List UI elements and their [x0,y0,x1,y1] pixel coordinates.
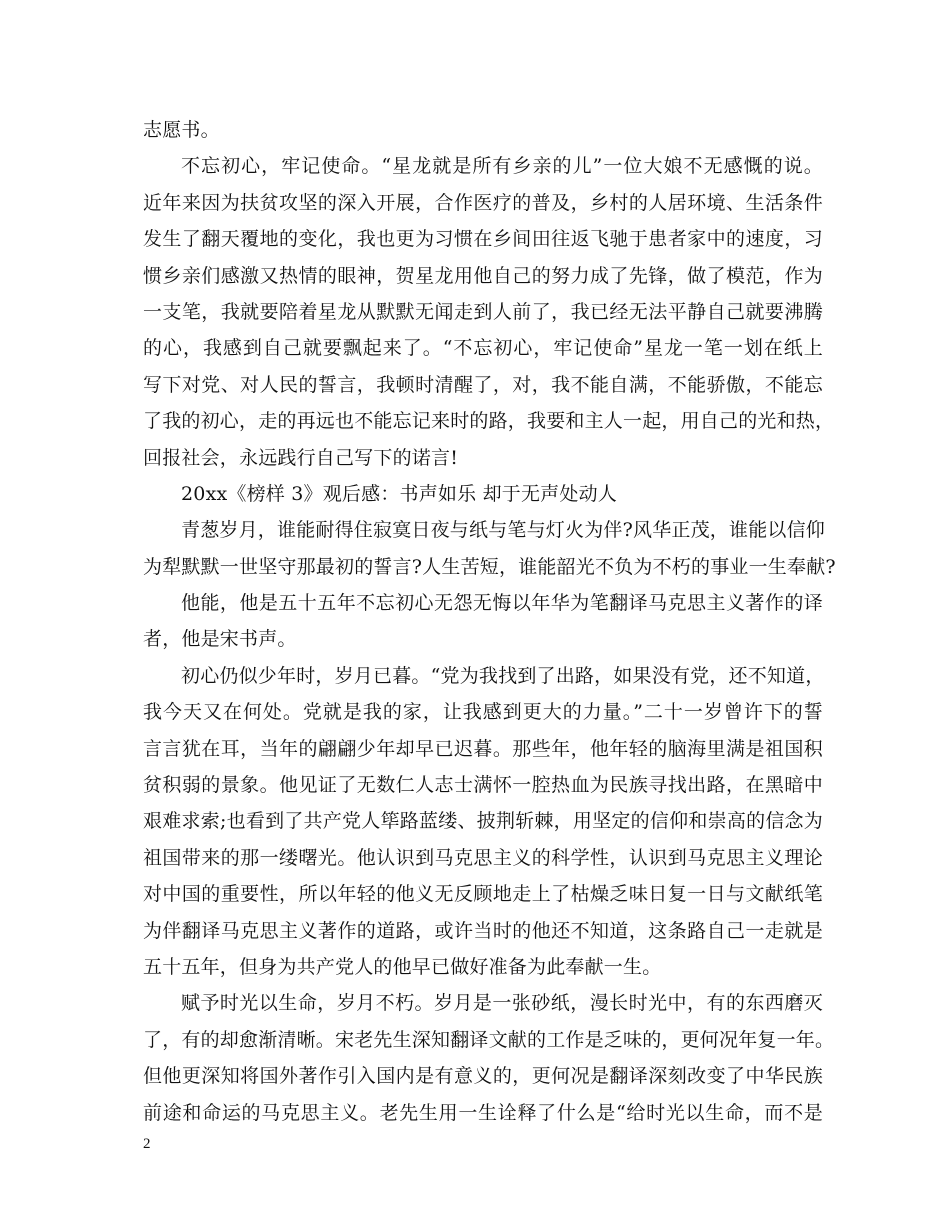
text-line: 了我的初心，走的再远也不能忘记来时的路，我要和主人一起，用自己的光和热， [143,410,835,433]
text-line: 志愿书。 [143,119,220,141]
text-line: 言言犹在耳，当年的翩翩少年却早已迟暮。那些年，他年轻的脑海里满是祖国积 [143,737,823,760]
text-line: 为伴翻译马克思主义著作的道路，或许当时的他还不知道，这条路自己一走就是 [143,919,823,942]
text-line: 祖国带来的那一缕曙光。他认识到马克思主义的科学性，认识到马克思主义理论 [143,846,823,869]
text-line: 初心仍似少年时，岁月已暮。“党为我找到了出路，如果没有党，还不知道， [181,664,825,687]
text-line: 但他更深知将国外著作引入国内是有意义的，更何况是翻译深刻改变了中华民族 [143,1065,823,1088]
text-line: 我今天又在何处。党就是我的家，让我感到更大的力量。”二十一岁曾许下的誓 [143,701,823,724]
text-line: 五十五年，但身为共产党人的他早已做好准备为此奉献一生。 [143,955,662,978]
text-line: 发生了翻天覆地的变化，我也更为习惯在乡间田往返飞驰于患者家中的速度，习 [143,228,823,251]
text-line: 近年来因为扶贫攻坚的深入开展，合作医疗的普及，乡村的人居环境、生活条件 [143,191,823,214]
text-line: 的心，我感到自己就要飘起来了。“不忘初心，牢记使命”星龙一笔一划在纸上 [143,337,823,360]
text-line: 惯乡亲们感激又热情的眼神，贺星龙用他自己的努力成了先锋，做了模范，作为 [143,264,823,287]
text-line: 为犁默默一世坚守那最初的誓言?人生苦短，谁能韶光不负为不朽的事业一生奉献? [143,555,836,578]
text-line: 前途和命运的马克思主义。老先生用一生诠释了什么是“给时光以生命，而不是 [143,1101,823,1124]
text-line: 者，他是宋书声。 [143,628,297,651]
page-number: 2 [143,1136,151,1152]
text-line: 一支笔，我就要陪着星龙从默默无闻走到人前了，我已经无法平静自己就要沸腾 [143,300,823,323]
text-line: 青葱岁月，谁能耐得住寂寞日夜与纸与笔与灯火为伴?风华正茂，谁能以信仰 [181,519,825,542]
text-line: 贫积弱的景象。他见证了无数仁人志士满怀一腔热血为民族寻找出路，在黑暗中 [143,774,823,797]
text-line: 对中国的重要性，所以年轻的他义无反顾地走上了枯燥乏味日复一日与文献纸笔 [143,883,823,906]
body-text [143,112,836,1131]
text-line: 艰难求索;也看到了共产党人筚路蓝缕、披荆斩棘，用坚定的信仰和崇高的信念为 [143,810,823,833]
text-line: 20xx《榜样 3》观后感：书声如乐 却于无声处动人 [181,482,617,505]
text-line: 写下对党、对人民的誓言，我顿时清醒了，对，我不能自满，不能骄傲，不能忘 [143,373,823,396]
text-line: 了，有的却愈渐清晰。宋老先生深知翻译文献的工作是乏味的，更何况年复一年。 [143,1028,835,1051]
text-line: 回报社会，永远践行自己写下的诺言! [143,446,459,469]
text-line: 赋予时光以生命，岁月不朽。岁月是一张砂纸，漫长时光中，有的东西磨灭 [181,992,823,1015]
text-line: 不忘初心，牢记使命。“星龙就是所有乡亲的儿”一位大娘不无感慨的说。 [181,155,823,178]
text-line: 他能，他是五十五年不忘初心无怨无悔以年华为笔翻译马克思主义著作的译 [181,592,823,615]
